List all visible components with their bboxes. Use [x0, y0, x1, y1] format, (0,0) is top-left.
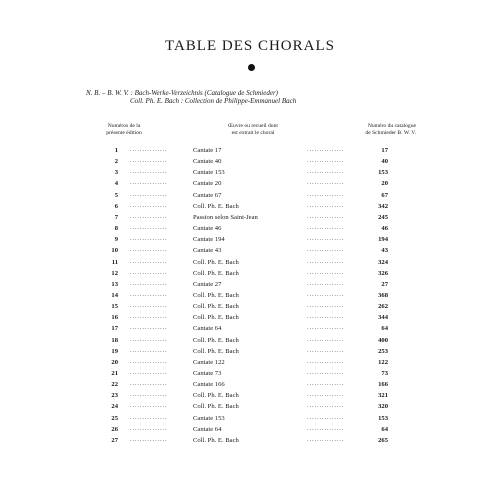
- table-row: [0, 268, 500, 279]
- leader-dots: ...............: [130, 269, 168, 276]
- bwv-number: 368: [378, 291, 388, 299]
- column-header-line: est extrait le choral: [231, 129, 275, 136]
- work-title: Cantate 166: [193, 381, 225, 389]
- leader-dots: ...............: [130, 158, 168, 165]
- work-title: Cantate 73: [193, 370, 222, 377]
- work-title: Cantate 20: [193, 180, 222, 188]
- bwv-number: 17: [381, 147, 388, 154]
- bwv-number: 321: [378, 392, 388, 400]
- leader-dots: ...............: [130, 180, 168, 187]
- edition-number: 17: [111, 325, 118, 333]
- work-title: Coll. Ph. E. Bach: [193, 291, 239, 299]
- table-row: [0, 301, 500, 312]
- leader-dots: ...............: [130, 403, 168, 410]
- work-title: Coll. Ph. E. Bach: [193, 202, 239, 210]
- leader-dots: ...............: [307, 392, 345, 399]
- leader-dots: ...............: [130, 314, 168, 321]
- leader-dots: ...............: [130, 392, 168, 399]
- bwv-number: 122: [378, 358, 388, 366]
- bwv-number: 40: [381, 158, 388, 166]
- table-row: [0, 335, 500, 346]
- leader-dots: ...............: [130, 213, 168, 220]
- work-title: Cantate 40: [193, 158, 222, 166]
- table-row: [0, 279, 500, 290]
- table-row: [0, 390, 500, 401]
- bwv-number: 20: [381, 180, 388, 188]
- edition-number: 18: [111, 336, 118, 344]
- column-header-edition-number: [96, 123, 152, 136]
- bwv-number: 262: [378, 303, 388, 311]
- edition-number: 7: [114, 213, 118, 221]
- leader-dots: ...............: [130, 169, 168, 176]
- bwv-number: 64: [381, 425, 388, 433]
- leader-dots: ...............: [307, 225, 345, 232]
- column-header-bwv: [344, 123, 416, 136]
- leader-dots: ...............: [307, 314, 345, 321]
- table-row: [0, 223, 500, 234]
- bwv-number: 265: [378, 436, 388, 444]
- edition-number: 11: [111, 258, 118, 266]
- leader-dots: ...............: [130, 247, 168, 254]
- leader-dots: ...............: [307, 425, 345, 432]
- work-title: Coll. Ph. E. Bach: [193, 403, 239, 411]
- table-row: [0, 379, 500, 390]
- table-row: [0, 167, 500, 178]
- bullet-ornament: [248, 64, 255, 71]
- bwv-number: 153: [378, 169, 388, 177]
- edition-number: 16: [111, 314, 118, 322]
- leader-dots: ...............: [130, 381, 168, 388]
- leader-dots: ...............: [130, 258, 168, 265]
- leader-dots: ...............: [130, 303, 168, 310]
- table-row: [0, 190, 500, 201]
- bwv-number: 27: [381, 280, 388, 288]
- bwv-number: 166: [378, 381, 388, 389]
- edition-number: 10: [111, 247, 118, 255]
- work-title: Coll. Ph. E. Bach: [193, 347, 239, 355]
- leader-dots: ...............: [130, 436, 168, 443]
- leader-dots: ...............: [307, 147, 345, 153]
- leader-dots: ...............: [307, 414, 345, 421]
- table-row: [0, 201, 500, 212]
- edition-number: 4: [114, 180, 118, 188]
- table-row: [0, 368, 500, 379]
- leader-dots: ...............: [130, 236, 168, 243]
- edition-number: 21: [111, 370, 118, 377]
- work-title: Cantate 67: [193, 191, 222, 199]
- edition-number: 24: [111, 403, 118, 411]
- leader-dots: ...............: [130, 414, 168, 421]
- leader-dots: ...............: [307, 291, 345, 298]
- work-title: Cantate 194: [193, 236, 225, 244]
- work-title: Cantate 17: [193, 147, 222, 154]
- table-row: [0, 435, 500, 446]
- edition-number: 6: [114, 202, 118, 210]
- leader-dots: ...............: [130, 325, 168, 332]
- column-header-line: Numéros de la: [107, 123, 141, 129]
- leader-dots: ...............: [130, 191, 168, 198]
- work-title: Coll. Ph. E. Bach: [193, 303, 239, 311]
- leader-dots: ...............: [307, 213, 345, 220]
- leader-dots: ...............: [307, 381, 345, 388]
- leader-dots: ...............: [307, 325, 345, 332]
- work-title: Cantate 46: [193, 225, 222, 233]
- leader-dots: ...............: [307, 269, 345, 276]
- work-title: Passion selon Saint-Jean: [193, 213, 258, 221]
- work-title: Cantate 64: [193, 425, 222, 433]
- work-title: Cantate 153: [193, 169, 225, 177]
- edition-number: 14: [111, 291, 118, 299]
- bwv-number: 320: [378, 403, 388, 411]
- table-row: [0, 145, 500, 156]
- table-row: [0, 346, 500, 357]
- table-row: [0, 413, 500, 424]
- leader-dots: ...............: [307, 202, 345, 209]
- edition-number: 9: [114, 236, 118, 244]
- column-header-line: Œuvre ou recueil dont: [228, 123, 278, 129]
- bwv-number: 253: [378, 347, 388, 355]
- table-row: [0, 357, 500, 368]
- column-header-work: [198, 123, 308, 136]
- leader-dots: ...............: [307, 303, 345, 310]
- bwv-number: 342: [378, 202, 388, 210]
- bwv-number: 43: [381, 247, 388, 255]
- table-row: [0, 156, 500, 167]
- leader-dots: ...............: [130, 280, 168, 287]
- bwv-number: 64: [381, 325, 388, 333]
- bwv-number: 153: [378, 414, 388, 422]
- leader-dots: ...............: [130, 347, 168, 354]
- work-title: Coll. Ph. E. Bach: [193, 392, 239, 400]
- leader-dots: ...............: [307, 191, 345, 198]
- bwv-number: 67: [381, 191, 388, 199]
- work-title: Coll. Ph. E. Bach: [193, 436, 239, 444]
- table-row: [0, 401, 500, 412]
- table-row: [0, 212, 500, 223]
- edition-number: 19: [111, 347, 118, 355]
- bwv-number: 324: [378, 258, 388, 266]
- table-row: [0, 234, 500, 245]
- table-row: [0, 323, 500, 334]
- leader-dots: ...............: [307, 280, 345, 287]
- leader-dots: ...............: [307, 347, 345, 354]
- leader-dots: ...............: [307, 247, 345, 254]
- leader-dots: ...............: [130, 291, 168, 298]
- bwv-number: 400: [378, 336, 388, 344]
- leader-dots: ...............: [307, 370, 345, 376]
- leader-dots: ...............: [307, 180, 345, 187]
- table-row: [0, 424, 500, 435]
- leader-dots: ...............: [307, 158, 345, 165]
- bwv-number: 73: [381, 370, 388, 377]
- table-row: [0, 245, 500, 256]
- work-title: Coll. Ph. E. Bach: [193, 258, 239, 266]
- edition-number: 25: [111, 414, 118, 422]
- leader-dots: ...............: [307, 436, 345, 443]
- note-coll: Coll. Ph. E. Bach : Collection de Philippe-Emmanuel Bach: [130, 97, 297, 105]
- bwv-number: 46: [381, 225, 388, 233]
- table-row: [0, 290, 500, 301]
- leader-dots: ...............: [130, 202, 168, 209]
- leader-dots: ...............: [130, 336, 168, 343]
- work-title: Cantate 122: [193, 358, 225, 366]
- leader-dots: ...............: [130, 225, 168, 232]
- leader-dots: ...............: [307, 169, 345, 176]
- table-row: [0, 178, 500, 189]
- leader-dots: ...............: [130, 370, 168, 376]
- work-title: Coll. Ph. E. Bach: [193, 314, 239, 322]
- edition-number: 26: [111, 425, 118, 433]
- edition-number: 15: [111, 303, 118, 311]
- bwv-number: 326: [378, 269, 388, 277]
- leader-dots: ...............: [307, 403, 345, 410]
- leader-dots: ...............: [130, 147, 168, 153]
- leader-dots: ...............: [307, 358, 345, 365]
- page-title: TABLE DES CHORALS: [165, 38, 335, 54]
- table-row: [0, 257, 500, 268]
- work-title: Coll. Ph. E. Bach: [193, 269, 239, 277]
- leader-dots: ...............: [130, 425, 168, 432]
- column-header-line: présente édition: [106, 129, 142, 136]
- table-row: [0, 312, 500, 323]
- edition-number: 12: [111, 269, 118, 277]
- work-title: Cantate 43: [193, 247, 222, 255]
- bwv-number: 245: [378, 213, 388, 221]
- work-title: Cantate 27: [193, 280, 222, 288]
- bwv-number: 194: [378, 236, 388, 244]
- edition-number: 8: [114, 225, 118, 233]
- edition-number: 27: [111, 436, 118, 444]
- edition-number: 20: [111, 358, 118, 366]
- leader-dots: ...............: [130, 358, 168, 365]
- work-title: Cantate 153: [193, 414, 225, 422]
- column-header-line: Numéro du catalogue: [367, 123, 416, 129]
- leader-dots: ...............: [307, 336, 345, 343]
- edition-number: 1: [114, 147, 118, 154]
- edition-number: 22: [111, 381, 118, 389]
- leader-dots: ...............: [307, 236, 345, 243]
- edition-number: 2: [114, 158, 118, 166]
- work-title: Cantate 64: [193, 325, 222, 333]
- bwv-number: 344: [378, 314, 388, 322]
- work-title: Coll. Ph. E. Bach: [193, 336, 239, 344]
- edition-number: 23: [111, 392, 118, 400]
- edition-number: 3: [114, 169, 118, 177]
- edition-number: 5: [114, 191, 118, 199]
- note-bwv: N. B. – B. W. V. : Bach-Werke-Verzeichnis (Catalogue de Schmieder): [86, 89, 279, 97]
- edition-number: 13: [111, 280, 118, 288]
- leader-dots: ...............: [307, 258, 345, 265]
- column-header-line: de Schmieder B. W. V.: [365, 129, 416, 136]
